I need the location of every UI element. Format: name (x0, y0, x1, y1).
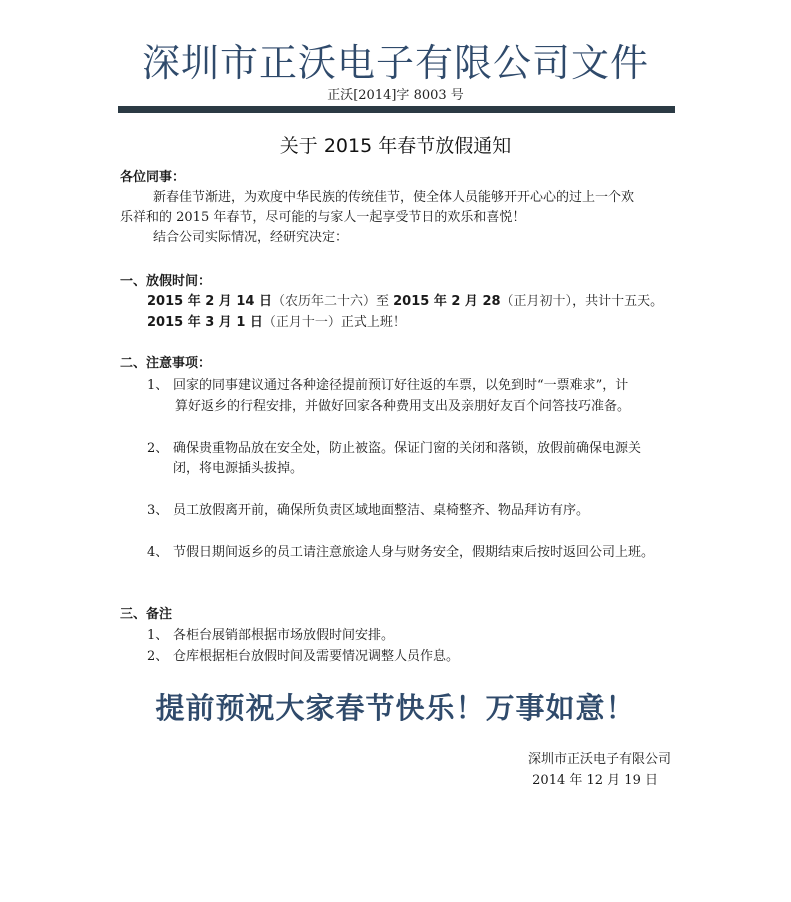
return-text: 正式上班！ (340, 315, 406, 330)
item-text: 员工放假离开前，确保所负责区域地面整洁、桌椅整齐、物品拜访有序。 (173, 503, 590, 518)
notice-item-continued: 闭，将电源插头拔掉。 (173, 461, 304, 476)
item-number: 3、 (147, 503, 169, 518)
return-work-line (147, 313, 406, 333)
lunar-date: （正月十一） (262, 315, 341, 330)
holiday-period-line (147, 292, 663, 312)
to-label: 至 (375, 294, 389, 309)
item-text: 各柜台展销部根据市场放假时间安排。 (173, 628, 395, 643)
doc-number: 正沃[2014]字 8003 号 (327, 88, 464, 103)
notice-title: 关于 2015 年春节放假通知 (279, 135, 512, 157)
signature-company: 深圳市正沃电子有限公司 (527, 752, 671, 767)
org-title: 深圳市正沃电子有限公司文件 (141, 41, 649, 85)
item-text: 确保贵重物品放在安全处，防止被盗。保证门窗的关闭和落锁，放假前确保电源关 (173, 441, 642, 456)
notice-item (147, 376, 628, 396)
item-text: 节假日期间返乡的员工请注意旅途人身与财务安全，假期结束后按时返回公司上班。 (173, 545, 655, 560)
item-number: 2、 (147, 441, 169, 456)
remark-item (147, 626, 394, 646)
item-number: 1、 (147, 378, 169, 393)
item-number: 4、 (147, 545, 169, 560)
notice-item (147, 439, 641, 459)
lunar-date: （农历年二十六） (271, 294, 376, 309)
section1-heading: 一、放假时间： (120, 274, 212, 289)
section2-heading: 二、注意事项： (120, 356, 212, 371)
item-number: 1、 (147, 628, 169, 643)
notice-item-continued: 算好返乡的行程安排，并做好回家各种费用支出及亲朋好友百个问答技巧准备。 (175, 399, 631, 414)
signature-date: 2014 年 12 月 19 日 (532, 773, 658, 788)
remark-item (147, 647, 459, 667)
item-text: 回家的同事建议通过各种途径提前预订好往返的车票，以免到时“一票难求”，计 (173, 378, 629, 393)
blessing-text: 提前预祝大家春节快乐！万事如意！ (155, 691, 636, 725)
total-days: ，共计十五天。 (572, 294, 664, 309)
greeting: 各位同事： (120, 170, 186, 185)
header-rule (118, 106, 675, 113)
notice-item (147, 543, 654, 563)
intro-line: 新春佳节渐进，为欢度中华民族的传统佳节，使全体人员能够开开心心的过上一个欢 (153, 190, 635, 205)
section3-heading: 三、备注 (120, 607, 173, 622)
intro-line: 乐祥和的 2015 年春节，尽可能的与家人一起享受节日的欢乐和喜悦！ (120, 210, 526, 225)
holiday-end-date: 2015 年 2 月 28 (393, 294, 501, 309)
item-number: 2、 (147, 649, 169, 664)
intro-line: 结合公司实际情况，经研究决定： (153, 230, 349, 245)
return-date: 2015 年 3 月 1 日 (147, 315, 263, 330)
holiday-start-date: 2015 年 2 月 14 日 (147, 294, 272, 309)
lunar-date: （正月初十） (500, 294, 573, 309)
notice-item (147, 501, 589, 521)
intro-paragraph (120, 188, 680, 248)
item-text: 仓库根据柜台放假时间及需要情况调整人员作息。 (173, 649, 460, 664)
